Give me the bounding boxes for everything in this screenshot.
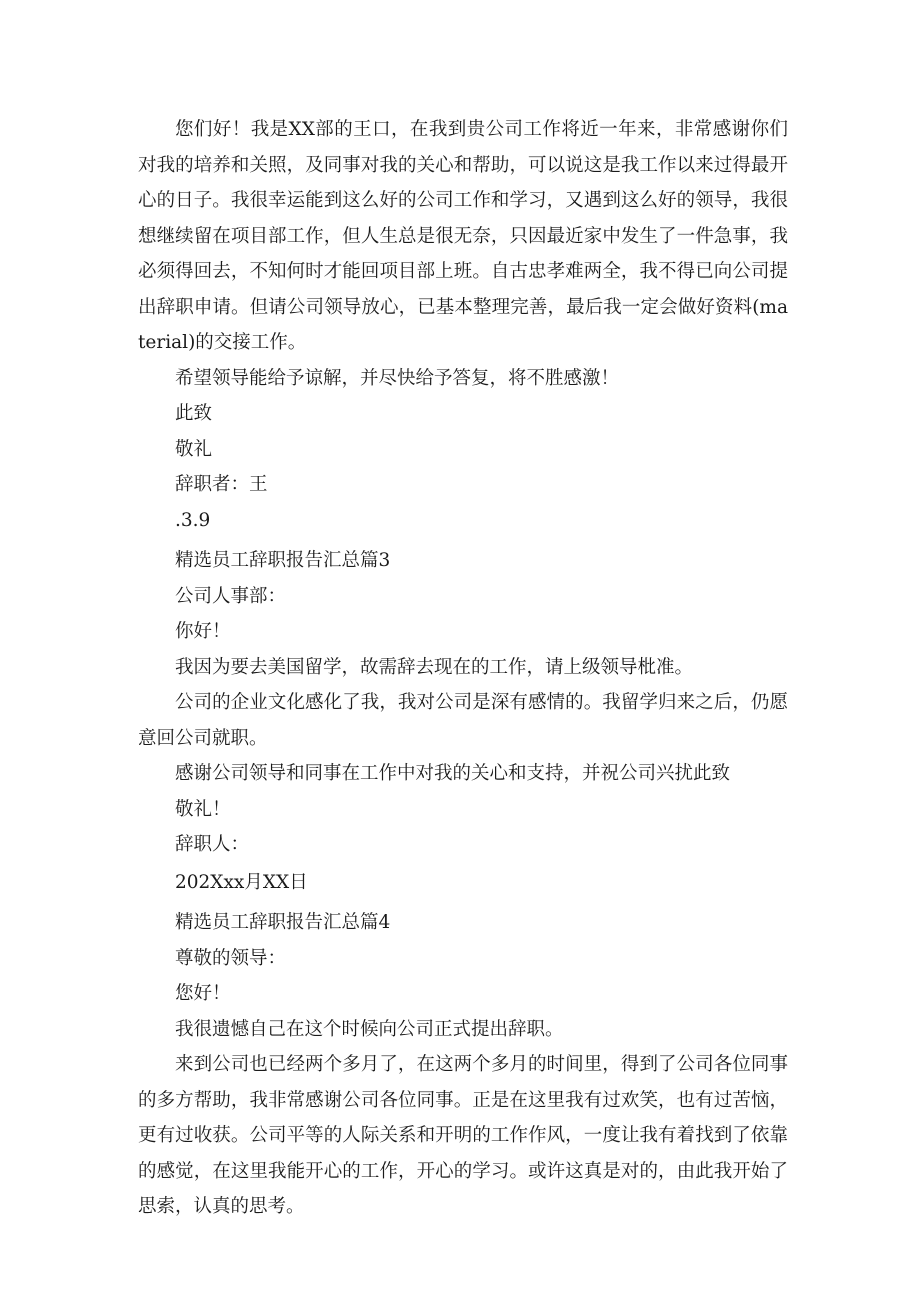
letter3-closing: 敬礼！ — [175, 798, 231, 820]
letter4-line1: 我很遗憾自己在这个时候向公司正式提出辞职。 — [175, 1018, 564, 1040]
letter3-heading: 精选员工辞职报告汇总篇3 — [175, 550, 391, 571]
letter3-signer: 辞职人： — [175, 834, 250, 855]
letter4-body-paragraph: 来到公司也已经两个多月了，在这两个多月的时间里，得到了公司各位同事的多方帮助，我非常感谢公司各位同事。正是在这里我有过欢笑，也有过苦恼，更有过收获。公司平等的人际关系和开明的工作作风，一度让我有着找到了依靠的感觉，在这里我能开心的工作，开心的学习。或许这真是对的，由此我开始了思索，认真的思考。 — [138, 1054, 788, 1217]
letter2-body-paragraph: 您们好！我是XX部的王口，在我到贵公司工作将近一年来，非常感谢你们对我的培养和关照，及同事对我的关心和帮助，可以说这是我工作以来过得最开心的日子。我很幸运能到这么好的公司工作和学习，又遇到这么好的领导，我很想继续留在项目部工作，但人生总是很无奈，只因最近家中发生了一件急事，我必须得回去，不知何时才能回项目部上班。自古忠孝难两全，我不得已向公司提出辞职申请。但请公司领导放心，已基本整理完善，最后我一定会做好资料(material)的交接工作。 — [138, 119, 788, 353]
letter2-date: .3.9 — [175, 509, 211, 531]
letter3-line2: 公司的企业文化感化了我，我对公司是深有感情的。我留学归来之后，仍愿意回公司就职。 — [138, 692, 788, 749]
document-body — [138, 112, 788, 1225]
letter2-closing-jingli: 敬礼 — [175, 438, 213, 460]
letter2-closing-cizhi: 此致 — [175, 403, 213, 424]
letter2-signer: 辞职者：王 — [175, 474, 268, 495]
letter3-line3: 感谢公司领导和同事在工作中对我的关心和支持，并祝公司兴扰此致 — [175, 763, 731, 784]
letter4-recipient: 尊敬的领导： — [175, 947, 287, 969]
letter3-recipient: 公司人事部： — [175, 585, 287, 607]
letter4-greeting: 您好！ — [175, 983, 231, 1004]
letter3-date: 202Xxx月XX日 — [175, 871, 308, 893]
letter4-heading: 精选员工辞职报告汇总篇4 — [175, 912, 391, 933]
letter3-line1: 我因为要去美国留学，故需辞去现在的工作，请上级领导枇准。 — [175, 656, 694, 678]
letter2-hope-line: 希望领导能给予谅解，并尽快给予答复，将不胜感激！ — [175, 367, 620, 389]
letter3-greeting: 你好！ — [175, 621, 231, 642]
